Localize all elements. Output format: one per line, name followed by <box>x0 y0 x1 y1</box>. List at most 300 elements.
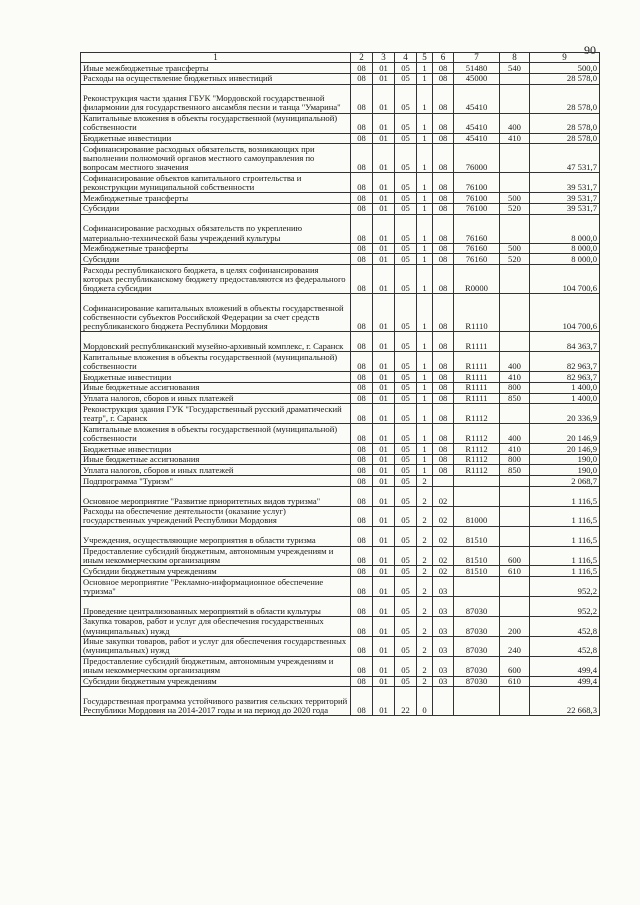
cell-om: 03 <box>433 676 454 687</box>
cell-om: 08 <box>433 73 454 84</box>
cell-rz: 01 <box>373 486 395 506</box>
cell-rz: 01 <box>373 214 395 243</box>
cell-name: Бюджетные инвестиции <box>81 372 351 383</box>
cell-vr <box>500 404 530 424</box>
table-row <box>81 63 600 74</box>
cell-cs: 81510 <box>454 546 500 566</box>
cell-gr: 08 <box>351 214 373 243</box>
cell-gr: 08 <box>351 352 373 372</box>
cell-vr: 540 <box>500 63 530 74</box>
cell-pp: 2 <box>417 526 433 546</box>
cell-pr: 05 <box>395 173 417 193</box>
cell-pp: 1 <box>417 254 433 265</box>
cell-gr: 08 <box>351 203 373 214</box>
cell-cs <box>454 476 500 487</box>
cell-om: 08 <box>433 393 454 404</box>
cell-pp: 2 <box>417 636 433 656</box>
cell-pr: 05 <box>395 352 417 372</box>
cell-rz: 01 <box>373 476 395 487</box>
cell-pr: 05 <box>395 596 417 616</box>
page-number: 90 <box>584 43 596 57</box>
cell-om: 08 <box>433 454 454 465</box>
cell-cs: 76160 <box>454 254 500 265</box>
cell-name: Мордовский республиканский музейно-архивный комплекс, г. Саранск <box>81 332 351 352</box>
cell-sum: 499,4 <box>530 656 600 676</box>
cell-gr: 08 <box>351 465 373 476</box>
cell-om: 08 <box>433 382 454 393</box>
cell-om: 08 <box>433 193 454 204</box>
cell-vr: 200 <box>500 616 530 636</box>
cell-sum: 28 578,0 <box>530 113 600 133</box>
cell-vr: 850 <box>500 393 530 404</box>
cell-pp: 2 <box>417 577 433 597</box>
cell-pp: 2 <box>417 506 433 526</box>
cell-gr: 08 <box>351 566 373 577</box>
cell-name: Иные бюджетные ассигнования <box>81 454 351 465</box>
cell-name: Реконструкция части здания ГБУК "Мордовской государственной филармонии для государственного ансамбля песни и танца "Умарина" <box>81 84 351 113</box>
cell-name: Подпрограмма "Туризм" <box>81 476 351 487</box>
cell-gr: 08 <box>351 393 373 404</box>
table-row <box>81 616 600 636</box>
table-row <box>81 676 600 687</box>
cell-gr: 08 <box>351 265 373 294</box>
cell-name: Иные закупки товаров, работ и услуг для обеспечения государственных (муниципальных) нужд <box>81 636 351 656</box>
cell-vr: 600 <box>500 546 530 566</box>
cell-rz: 01 <box>373 113 395 133</box>
cell-gr: 08 <box>351 254 373 265</box>
table-row <box>81 526 600 546</box>
header-cell-pp: 5 <box>417 53 433 63</box>
cell-cs: 76100 <box>454 203 500 214</box>
cell-vr: 800 <box>500 454 530 465</box>
cell-om: 03 <box>433 656 454 676</box>
table-row <box>81 294 600 332</box>
cell-pp: 1 <box>417 372 433 383</box>
cell-cs: 81510 <box>454 526 500 546</box>
cell-om: 08 <box>433 265 454 294</box>
cell-sum: 452,8 <box>530 616 600 636</box>
cell-rz: 01 <box>373 243 395 254</box>
cell-rz: 01 <box>373 294 395 332</box>
cell-sum: 28 578,0 <box>530 73 600 84</box>
cell-pp: 0 <box>417 687 433 716</box>
cell-pp: 2 <box>417 616 433 636</box>
cell-om: 02 <box>433 486 454 506</box>
cell-sum: 104 700,6 <box>530 265 600 294</box>
cell-vr: 600 <box>500 656 530 676</box>
cell-om: 08 <box>433 294 454 332</box>
cell-om: 08 <box>433 144 454 173</box>
cell-vr: 400 <box>500 113 530 133</box>
cell-sum: 20 336,9 <box>530 404 600 424</box>
cell-name: Межбюджетные трансферты <box>81 243 351 254</box>
cell-cs: 81510 <box>454 566 500 577</box>
cell-rz: 01 <box>373 566 395 577</box>
cell-vr <box>500 332 530 352</box>
cell-vr: 240 <box>500 636 530 656</box>
cell-pp: 1 <box>417 193 433 204</box>
cell-rz: 01 <box>373 173 395 193</box>
cell-rz: 01 <box>373 73 395 84</box>
cell-pr: 05 <box>395 616 417 636</box>
table-row <box>81 254 600 265</box>
cell-sum: 8 000,0 <box>530 254 600 265</box>
cell-sum: 1 116,5 <box>530 506 600 526</box>
cell-gr: 08 <box>351 476 373 487</box>
cell-vr: 400 <box>500 352 530 372</box>
cell-vr <box>500 84 530 113</box>
cell-rz: 01 <box>373 454 395 465</box>
cell-rz: 01 <box>373 506 395 526</box>
cell-name: Расходы на обеспечение деятельности (оказание услуг) государственных учреждений Республики Мордовия <box>81 506 351 526</box>
cell-sum: 1 116,5 <box>530 566 600 577</box>
cell-sum: 190,0 <box>530 454 600 465</box>
cell-cs: 76100 <box>454 193 500 204</box>
cell-pp: 2 <box>417 596 433 616</box>
cell-sum: 39 531,7 <box>530 203 600 214</box>
cell-sum: 500,0 <box>530 63 600 74</box>
cell-gr: 08 <box>351 486 373 506</box>
cell-sum: 39 531,7 <box>530 193 600 204</box>
cell-cs: 87030 <box>454 676 500 687</box>
cell-rz: 01 <box>373 144 395 173</box>
cell-rz: 01 <box>373 596 395 616</box>
cell-pr: 05 <box>395 546 417 566</box>
table-header-row <box>81 53 600 63</box>
cell-vr <box>500 526 530 546</box>
cell-pr: 05 <box>395 404 417 424</box>
cell-om: 08 <box>433 84 454 113</box>
cell-pp: 1 <box>417 133 433 144</box>
cell-name: Софинансирование расходных обязательств по укреплению материально-технической базы учреждений культуры <box>81 214 351 243</box>
cell-name: Софинансирование расходных обязательств, возникающих при выполнении полномочий органов местного самоуправления по вопросам местного значения <box>81 144 351 173</box>
cell-vr: 410 <box>500 133 530 144</box>
cell-cs: 87030 <box>454 616 500 636</box>
cell-rz: 01 <box>373 332 395 352</box>
table-row <box>81 506 600 526</box>
cell-name: Учреждения, осуществляющие мероприятия в области туризма <box>81 526 351 546</box>
table-row <box>81 465 600 476</box>
cell-gr: 08 <box>351 404 373 424</box>
cell-cs: R1112 <box>454 404 500 424</box>
cell-gr: 08 <box>351 444 373 455</box>
cell-cs <box>454 486 500 506</box>
cell-name: Уплата налогов, сборов и иных платежей <box>81 393 351 404</box>
cell-pp: 1 <box>417 113 433 133</box>
cell-cs: R1112 <box>454 424 500 444</box>
cell-vr: 850 <box>500 465 530 476</box>
cell-gr: 08 <box>351 372 373 383</box>
cell-vr: 800 <box>500 382 530 393</box>
table-row <box>81 577 600 597</box>
cell-vr <box>500 596 530 616</box>
cell-pr: 05 <box>395 84 417 113</box>
cell-vr: 410 <box>500 444 530 455</box>
cell-rz: 01 <box>373 193 395 204</box>
cell-name: Иные бюджетные ассигнования <box>81 382 351 393</box>
cell-cs: 87030 <box>454 636 500 656</box>
cell-gr: 08 <box>351 616 373 636</box>
cell-name: Субсидии <box>81 203 351 214</box>
cell-name: Капитальные вложения в объекты государственной (муниципальной) собственности <box>81 424 351 444</box>
table-row <box>81 404 600 424</box>
cell-om: 08 <box>433 173 454 193</box>
cell-gr: 08 <box>351 546 373 566</box>
cell-om: 08 <box>433 404 454 424</box>
cell-vr <box>500 265 530 294</box>
cell-name: Софинансирование объектов капитального строительства и реконструкции муниципальной собственности <box>81 173 351 193</box>
cell-vr <box>500 577 530 597</box>
cell-sum: 20 146,9 <box>530 424 600 444</box>
cell-pr: 05 <box>395 656 417 676</box>
cell-sum: 1 116,5 <box>530 526 600 546</box>
cell-name: Бюджетные инвестиции <box>81 444 351 455</box>
cell-rz: 01 <box>373 465 395 476</box>
cell-sum: 82 963,7 <box>530 372 600 383</box>
cell-cs: 45410 <box>454 133 500 144</box>
cell-sum: 452,8 <box>530 636 600 656</box>
table-row <box>81 486 600 506</box>
cell-pp: 1 <box>417 404 433 424</box>
cell-om: 08 <box>433 254 454 265</box>
cell-sum: 104 700,6 <box>530 294 600 332</box>
cell-om: 08 <box>433 424 454 444</box>
cell-om: 08 <box>433 214 454 243</box>
cell-sum: 952,2 <box>530 596 600 616</box>
cell-sum: 20 146,9 <box>530 444 600 455</box>
cell-name: Капитальные вложения в объекты государственной (муниципальной) собственности <box>81 113 351 133</box>
cell-rz: 01 <box>373 526 395 546</box>
cell-sum: 8 000,0 <box>530 243 600 254</box>
cell-gr: 08 <box>351 526 373 546</box>
cell-pp: 1 <box>417 352 433 372</box>
header-cell-pr: 4 <box>395 53 417 63</box>
cell-cs: R1112 <box>454 454 500 465</box>
cell-name: Капитальные вложения в объекты государственной (муниципальной) собственности <box>81 352 351 372</box>
cell-pp: 1 <box>417 382 433 393</box>
cell-pr: 22 <box>395 687 417 716</box>
cell-cs <box>454 687 500 716</box>
cell-pp: 2 <box>417 566 433 577</box>
cell-pp: 1 <box>417 73 433 84</box>
cell-vr <box>500 214 530 243</box>
table-row <box>81 476 600 487</box>
cell-gr: 08 <box>351 424 373 444</box>
cell-om: 08 <box>433 444 454 455</box>
table-row <box>81 113 600 133</box>
header-cell-name: 1 <box>81 53 351 63</box>
cell-vr <box>500 294 530 332</box>
cell-cs: R1111 <box>454 332 500 352</box>
cell-sum: 84 363,7 <box>530 332 600 352</box>
cell-pp: 1 <box>417 144 433 173</box>
cell-om: 08 <box>433 465 454 476</box>
cell-cs: 76000 <box>454 144 500 173</box>
cell-pp: 1 <box>417 63 433 74</box>
cell-cs <box>454 577 500 597</box>
cell-name: Предоставление субсидий бюджетным, автономным учреждениям и иным некоммерческим организациям <box>81 546 351 566</box>
cell-gr: 08 <box>351 73 373 84</box>
cell-vr <box>500 144 530 173</box>
cell-name: Субсидии <box>81 254 351 265</box>
cell-sum: 1 400,0 <box>530 393 600 404</box>
cell-cs: 76100 <box>454 173 500 193</box>
cell-vr <box>500 476 530 487</box>
cell-name: Субсидии бюджетным учреждениям <box>81 676 351 687</box>
table-row <box>81 596 600 616</box>
cell-rz: 01 <box>373 546 395 566</box>
cell-cs: 87030 <box>454 596 500 616</box>
cell-pp: 2 <box>417 486 433 506</box>
cell-vr <box>500 506 530 526</box>
cell-cs: 45410 <box>454 84 500 113</box>
cell-name: Основное мероприятие "Развитие приоритетных видов туризма" <box>81 486 351 506</box>
header-cell-sum: 9 <box>530 53 600 63</box>
cell-rz: 01 <box>373 254 395 265</box>
table-row <box>81 332 600 352</box>
cell-om <box>433 476 454 487</box>
cell-cs: R1111 <box>454 382 500 393</box>
table-row <box>81 656 600 676</box>
cell-sum: 1 400,0 <box>530 382 600 393</box>
cell-sum: 47 531,7 <box>530 144 600 173</box>
cell-pr: 05 <box>395 676 417 687</box>
cell-name: Расходы на осуществление бюджетных инвестиций <box>81 73 351 84</box>
cell-pr: 05 <box>395 465 417 476</box>
cell-sum: 39 531,7 <box>530 173 600 193</box>
cell-name: Закупка товаров, работ и услуг для обеспечения государственных (муниципальных) нужд <box>81 616 351 636</box>
cell-rz: 01 <box>373 63 395 74</box>
cell-gr: 08 <box>351 63 373 74</box>
cell-pr: 05 <box>395 566 417 577</box>
cell-om: 08 <box>433 63 454 74</box>
table-row <box>81 133 600 144</box>
cell-pr: 05 <box>395 113 417 133</box>
cell-vr <box>500 173 530 193</box>
cell-pr: 05 <box>395 372 417 383</box>
cell-rz: 01 <box>373 676 395 687</box>
cell-pr: 05 <box>395 577 417 597</box>
cell-pp: 1 <box>417 424 433 444</box>
cell-gr: 08 <box>351 596 373 616</box>
table-row <box>81 173 600 193</box>
cell-rz: 01 <box>373 636 395 656</box>
cell-gr: 08 <box>351 113 373 133</box>
cell-name: Бюджетные инвестиции <box>81 133 351 144</box>
cell-vr <box>500 486 530 506</box>
table-row <box>81 203 600 214</box>
cell-sum: 1 116,5 <box>530 546 600 566</box>
cell-name: Уплата налогов, сборов и иных платежей <box>81 465 351 476</box>
cell-sum: 22 668,3 <box>530 687 600 716</box>
cell-pp: 1 <box>417 444 433 455</box>
cell-name: Субсидии бюджетным учреждениям <box>81 566 351 577</box>
cell-pp: 1 <box>417 203 433 214</box>
cell-gr: 08 <box>351 636 373 656</box>
cell-pp: 2 <box>417 546 433 566</box>
cell-pp: 1 <box>417 84 433 113</box>
cell-pr: 05 <box>395 254 417 265</box>
cell-om: 08 <box>433 113 454 133</box>
cell-sum: 1 116,5 <box>530 486 600 506</box>
table-row <box>81 382 600 393</box>
cell-gr: 08 <box>351 454 373 465</box>
cell-pp: 2 <box>417 476 433 487</box>
cell-cs: R0000 <box>454 265 500 294</box>
cell-gr: 08 <box>351 84 373 113</box>
cell-vr: 610 <box>500 566 530 577</box>
cell-cs: 51480 <box>454 63 500 74</box>
cell-om: 02 <box>433 546 454 566</box>
cell-pp: 1 <box>417 214 433 243</box>
cell-pr: 05 <box>395 243 417 254</box>
cell-cs: R1111 <box>454 372 500 383</box>
cell-pr: 05 <box>395 144 417 173</box>
cell-pr: 05 <box>395 393 417 404</box>
cell-cs: R1112 <box>454 444 500 455</box>
cell-pr: 05 <box>395 332 417 352</box>
cell-pr: 05 <box>395 382 417 393</box>
cell-pr: 05 <box>395 486 417 506</box>
cell-gr: 08 <box>351 676 373 687</box>
table-row <box>81 454 600 465</box>
cell-pp: 2 <box>417 656 433 676</box>
table-row <box>81 372 600 383</box>
cell-name: Реконструкция здания ГУК "Государственный русский драматический театр", г. Саранск <box>81 404 351 424</box>
cell-om: 03 <box>433 636 454 656</box>
cell-pp: 1 <box>417 173 433 193</box>
cell-gr: 08 <box>351 173 373 193</box>
cell-name: Софинансирование капитальных вложений в объекты государственной собственности субъектов Российской Федерации за счет средств республиканского бюджета Республики Мордовия <box>81 294 351 332</box>
cell-pr: 05 <box>395 636 417 656</box>
cell-vr: 520 <box>500 254 530 265</box>
cell-pr: 05 <box>395 214 417 243</box>
cell-pr: 05 <box>395 506 417 526</box>
cell-pr: 05 <box>395 193 417 204</box>
header-cell-gr: 2 <box>351 53 373 63</box>
cell-name: Проведение централизованных мероприятий в области культуры <box>81 596 351 616</box>
cell-rz: 01 <box>373 265 395 294</box>
cell-gr: 08 <box>351 506 373 526</box>
table-row <box>81 193 600 204</box>
cell-pp: 1 <box>417 332 433 352</box>
cell-rz: 01 <box>373 84 395 113</box>
cell-pr: 05 <box>395 476 417 487</box>
cell-gr: 08 <box>351 656 373 676</box>
cell-sum: 952,2 <box>530 577 600 597</box>
header-cell-rz: 3 <box>373 53 395 63</box>
cell-cs: R1111 <box>454 393 500 404</box>
cell-om: 03 <box>433 596 454 616</box>
cell-vr <box>500 687 530 716</box>
cell-om: 03 <box>433 616 454 636</box>
cell-om: 02 <box>433 506 454 526</box>
cell-pr: 05 <box>395 526 417 546</box>
cell-vr <box>500 73 530 84</box>
cell-om: 08 <box>433 203 454 214</box>
table-row <box>81 566 600 577</box>
cell-cs: R1110 <box>454 294 500 332</box>
cell-sum: 2 068,7 <box>530 476 600 487</box>
cell-vr: 500 <box>500 243 530 254</box>
cell-pp: 1 <box>417 393 433 404</box>
cell-rz: 01 <box>373 656 395 676</box>
cell-pp: 1 <box>417 243 433 254</box>
cell-name: Расходы республиканского бюджета, в целях софинансирования которых республиканскому бюджету предоставляются из федерального бюджета субсидии <box>81 265 351 294</box>
cell-cs: 81000 <box>454 506 500 526</box>
cell-cs: R1112 <box>454 465 500 476</box>
cell-sum: 82 963,7 <box>530 352 600 372</box>
